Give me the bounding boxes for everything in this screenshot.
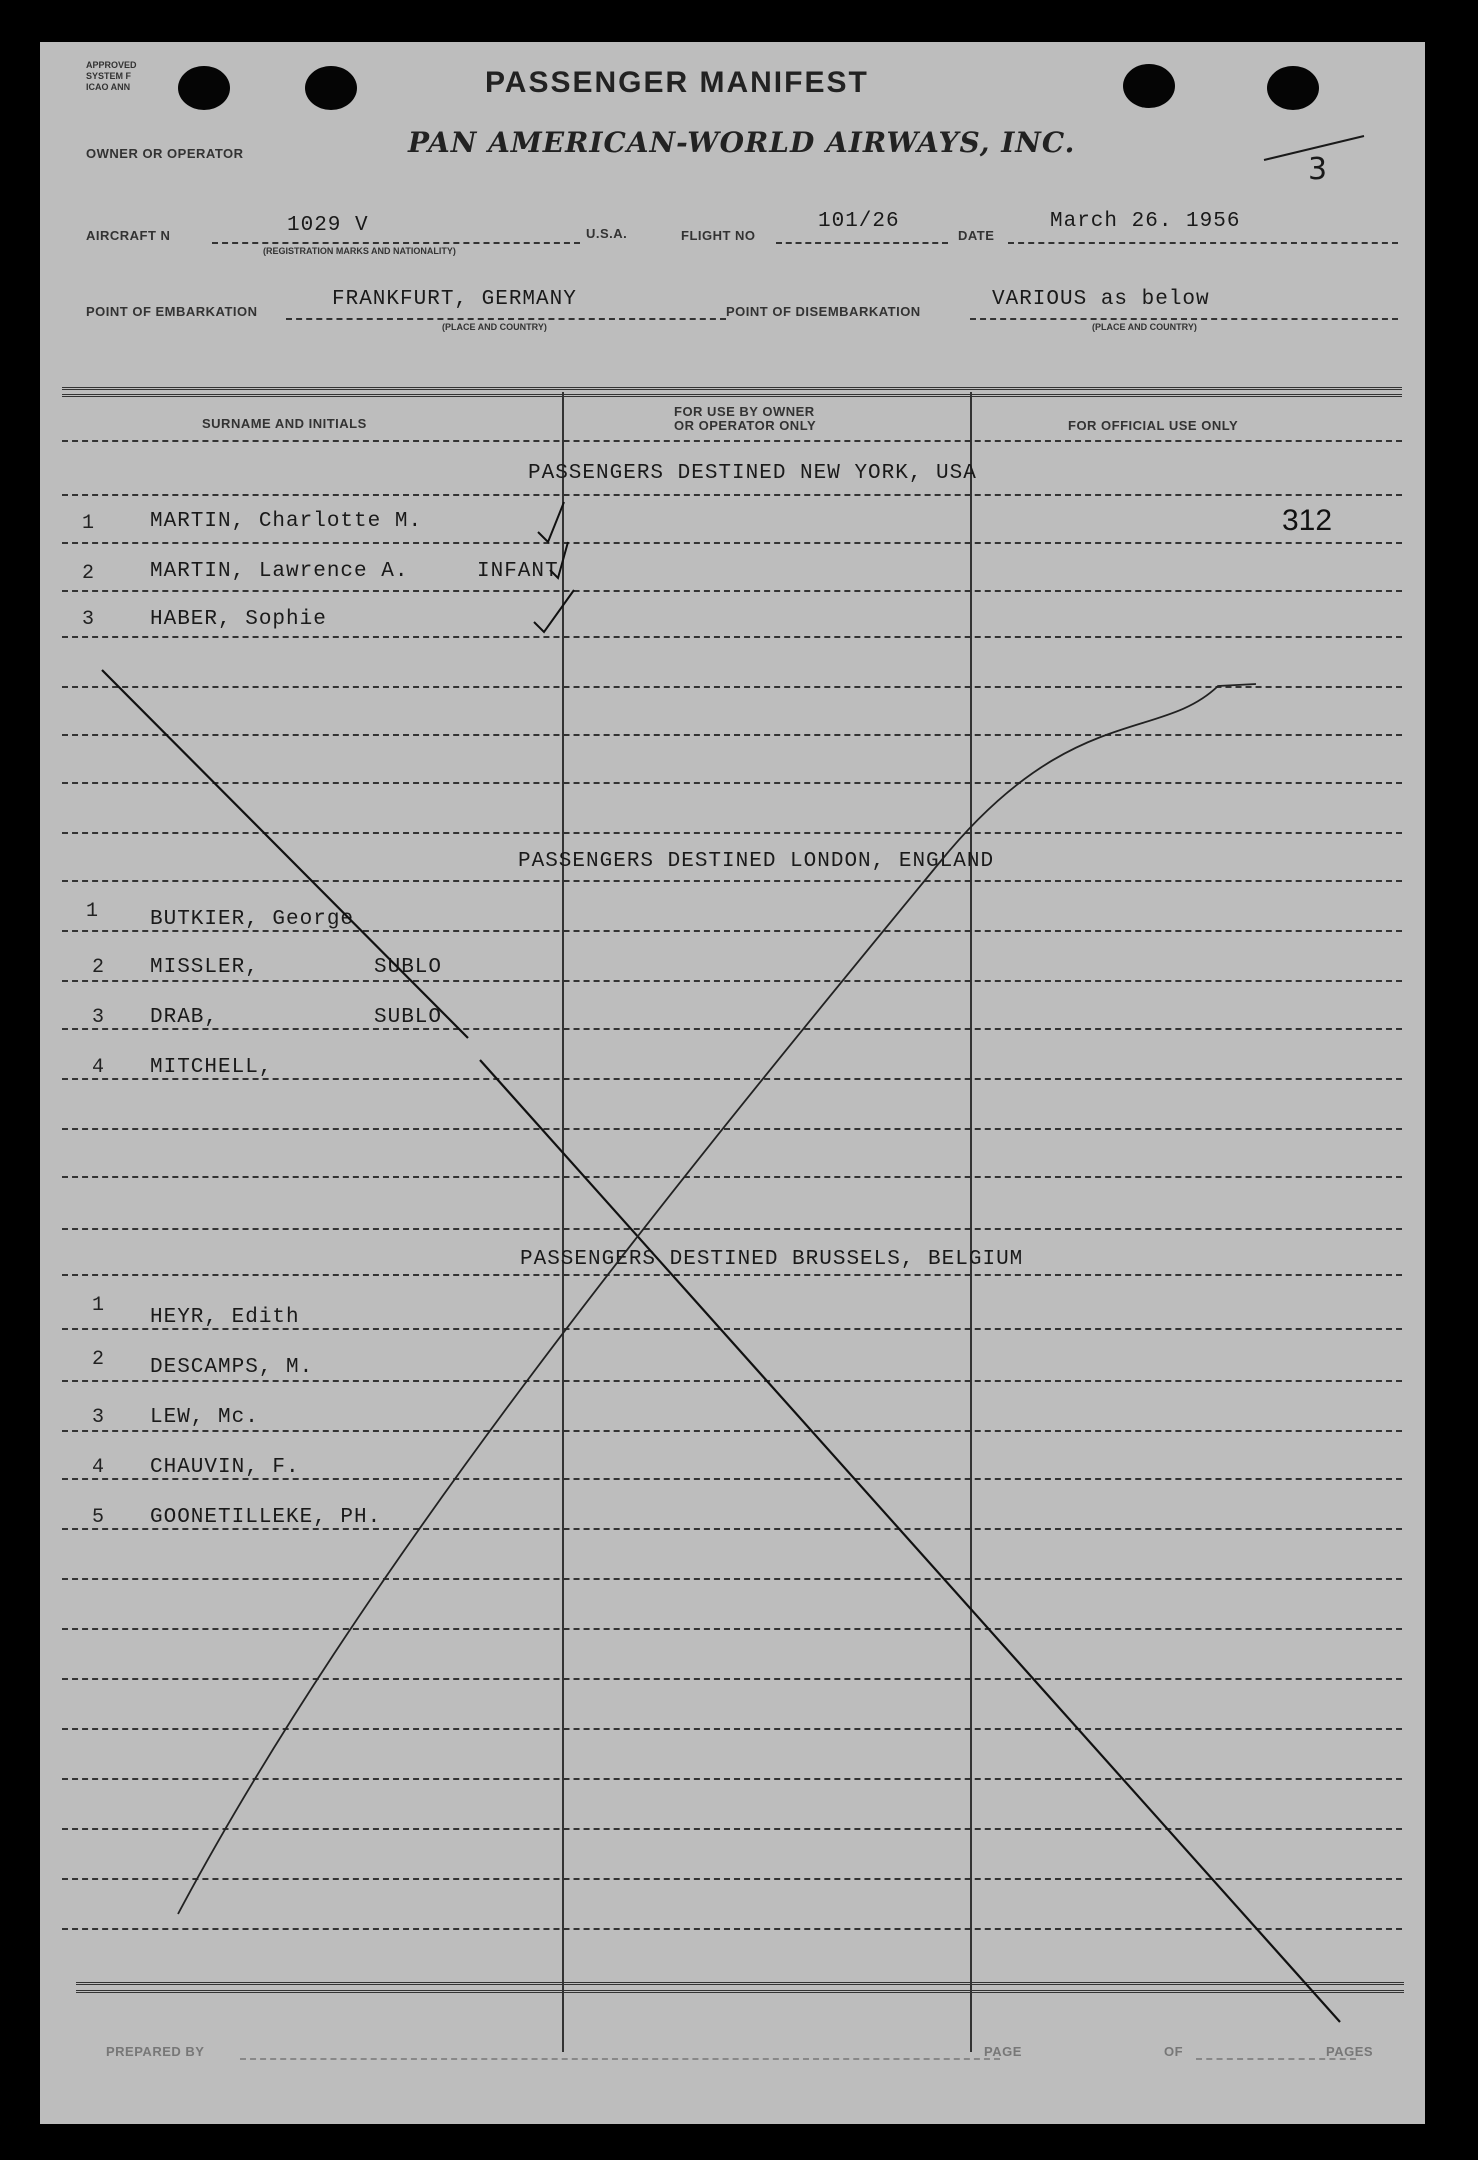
registration-note: (REGISTRATION MARKS AND NATIONALITY) xyxy=(263,246,456,256)
flight-value: 101/26 xyxy=(818,210,900,233)
prepared-by-label: PREPARED BY xyxy=(106,2044,205,2059)
manifest-sheet xyxy=(40,42,1425,2124)
column-header-owner-use: OR OPERATOR ONLY xyxy=(674,418,817,433)
disembark-value: VARIOUS as below xyxy=(992,288,1210,311)
passenger-name: HEYR, Edith xyxy=(150,1306,300,1329)
passenger-name: HABER, Sophie xyxy=(150,608,327,631)
approval-line: ICAO ANN xyxy=(86,82,131,92)
column-header-owner-use: FOR USE BY OWNER xyxy=(674,404,815,419)
row-number: 1 xyxy=(82,512,95,535)
aircraft-label: AIRCRAFT N xyxy=(86,228,171,243)
owner-value: PAN AMERICAN-WORLD AIRWAYS, INC. xyxy=(408,126,1076,159)
official-value: 312 xyxy=(1282,504,1333,537)
disembark-label: POINT OF DISEMBARKATION xyxy=(726,304,921,319)
row-number: 3 xyxy=(82,608,95,631)
embark-place-note: (PLACE AND COUNTRY) xyxy=(442,322,547,332)
passenger-note: SUBLO xyxy=(374,956,443,979)
row-number: 5 xyxy=(92,1506,105,1529)
section-heading: PASSENGERS DESTINED BRUSSELS, BELGIUM xyxy=(520,1248,1024,1271)
column-header-surname: SURNAME AND INITIALS xyxy=(202,416,367,431)
row-number: 1 xyxy=(92,1294,105,1317)
passenger-note: INFANT xyxy=(477,560,559,583)
pages-label: PAGES xyxy=(1326,2044,1374,2059)
passenger-name: LEW, Mc. xyxy=(150,1406,259,1429)
owner-label: OWNER OR OPERATOR xyxy=(86,146,244,161)
approval-line: APPROVED xyxy=(86,60,137,70)
passenger-name: MARTIN, Charlotte M. xyxy=(150,510,423,533)
document-title: PASSENGER MANIFEST xyxy=(485,66,869,99)
row-number: 4 xyxy=(92,1456,105,1479)
passenger-name: MITCHELL, xyxy=(150,1056,273,1079)
row-number: 3 xyxy=(92,1006,105,1029)
row-number: 2 xyxy=(92,956,105,979)
row-number: 3 xyxy=(92,1406,105,1429)
embark-value: FRANKFURT, GERMANY xyxy=(332,288,577,311)
passenger-name: CHAUVIN, F. xyxy=(150,1456,300,1479)
page-label: PAGE xyxy=(984,2044,1022,2059)
embark-label: POINT OF EMBARKATION xyxy=(86,304,258,319)
passenger-name: BUTKIER, George xyxy=(150,908,355,931)
row-number: 2 xyxy=(92,1348,105,1371)
passenger-name: MARTIN, Lawrence A. xyxy=(150,560,409,583)
passenger-name: GOONETILLEKE, PH. xyxy=(150,1506,382,1529)
row-number: 4 xyxy=(92,1056,105,1079)
section-heading: PASSENGERS DESTINED LONDON, ENGLAND xyxy=(518,850,995,873)
page-mark: 3 xyxy=(1308,152,1328,187)
passenger-note: SUBLO xyxy=(374,1006,443,1029)
row-number: 2 xyxy=(82,562,95,585)
column-header-official: FOR OFFICIAL USE ONLY xyxy=(1068,418,1239,433)
row-number: 1 xyxy=(86,900,99,923)
aircraft-value: 1029 V xyxy=(287,214,369,237)
passenger-name: DRAB, xyxy=(150,1006,219,1029)
passenger-name: DESCAMPS, M. xyxy=(150,1356,314,1379)
cancel-x-mark xyxy=(40,42,1425,2124)
of-label: OF xyxy=(1164,2044,1184,2059)
passenger-name: MISSLER, xyxy=(150,956,259,979)
approval-line: SYSTEM F xyxy=(86,71,132,81)
section-heading: PASSENGERS DESTINED NEW YORK, USA xyxy=(528,462,977,485)
disembark-place-note: (PLACE AND COUNTRY) xyxy=(1092,322,1197,332)
date-label: DATE xyxy=(958,228,995,243)
usa-label: U.S.A. xyxy=(586,226,628,241)
flight-label: FLIGHT NO xyxy=(681,228,756,243)
date-value: March 26. 1956 xyxy=(1050,210,1241,233)
